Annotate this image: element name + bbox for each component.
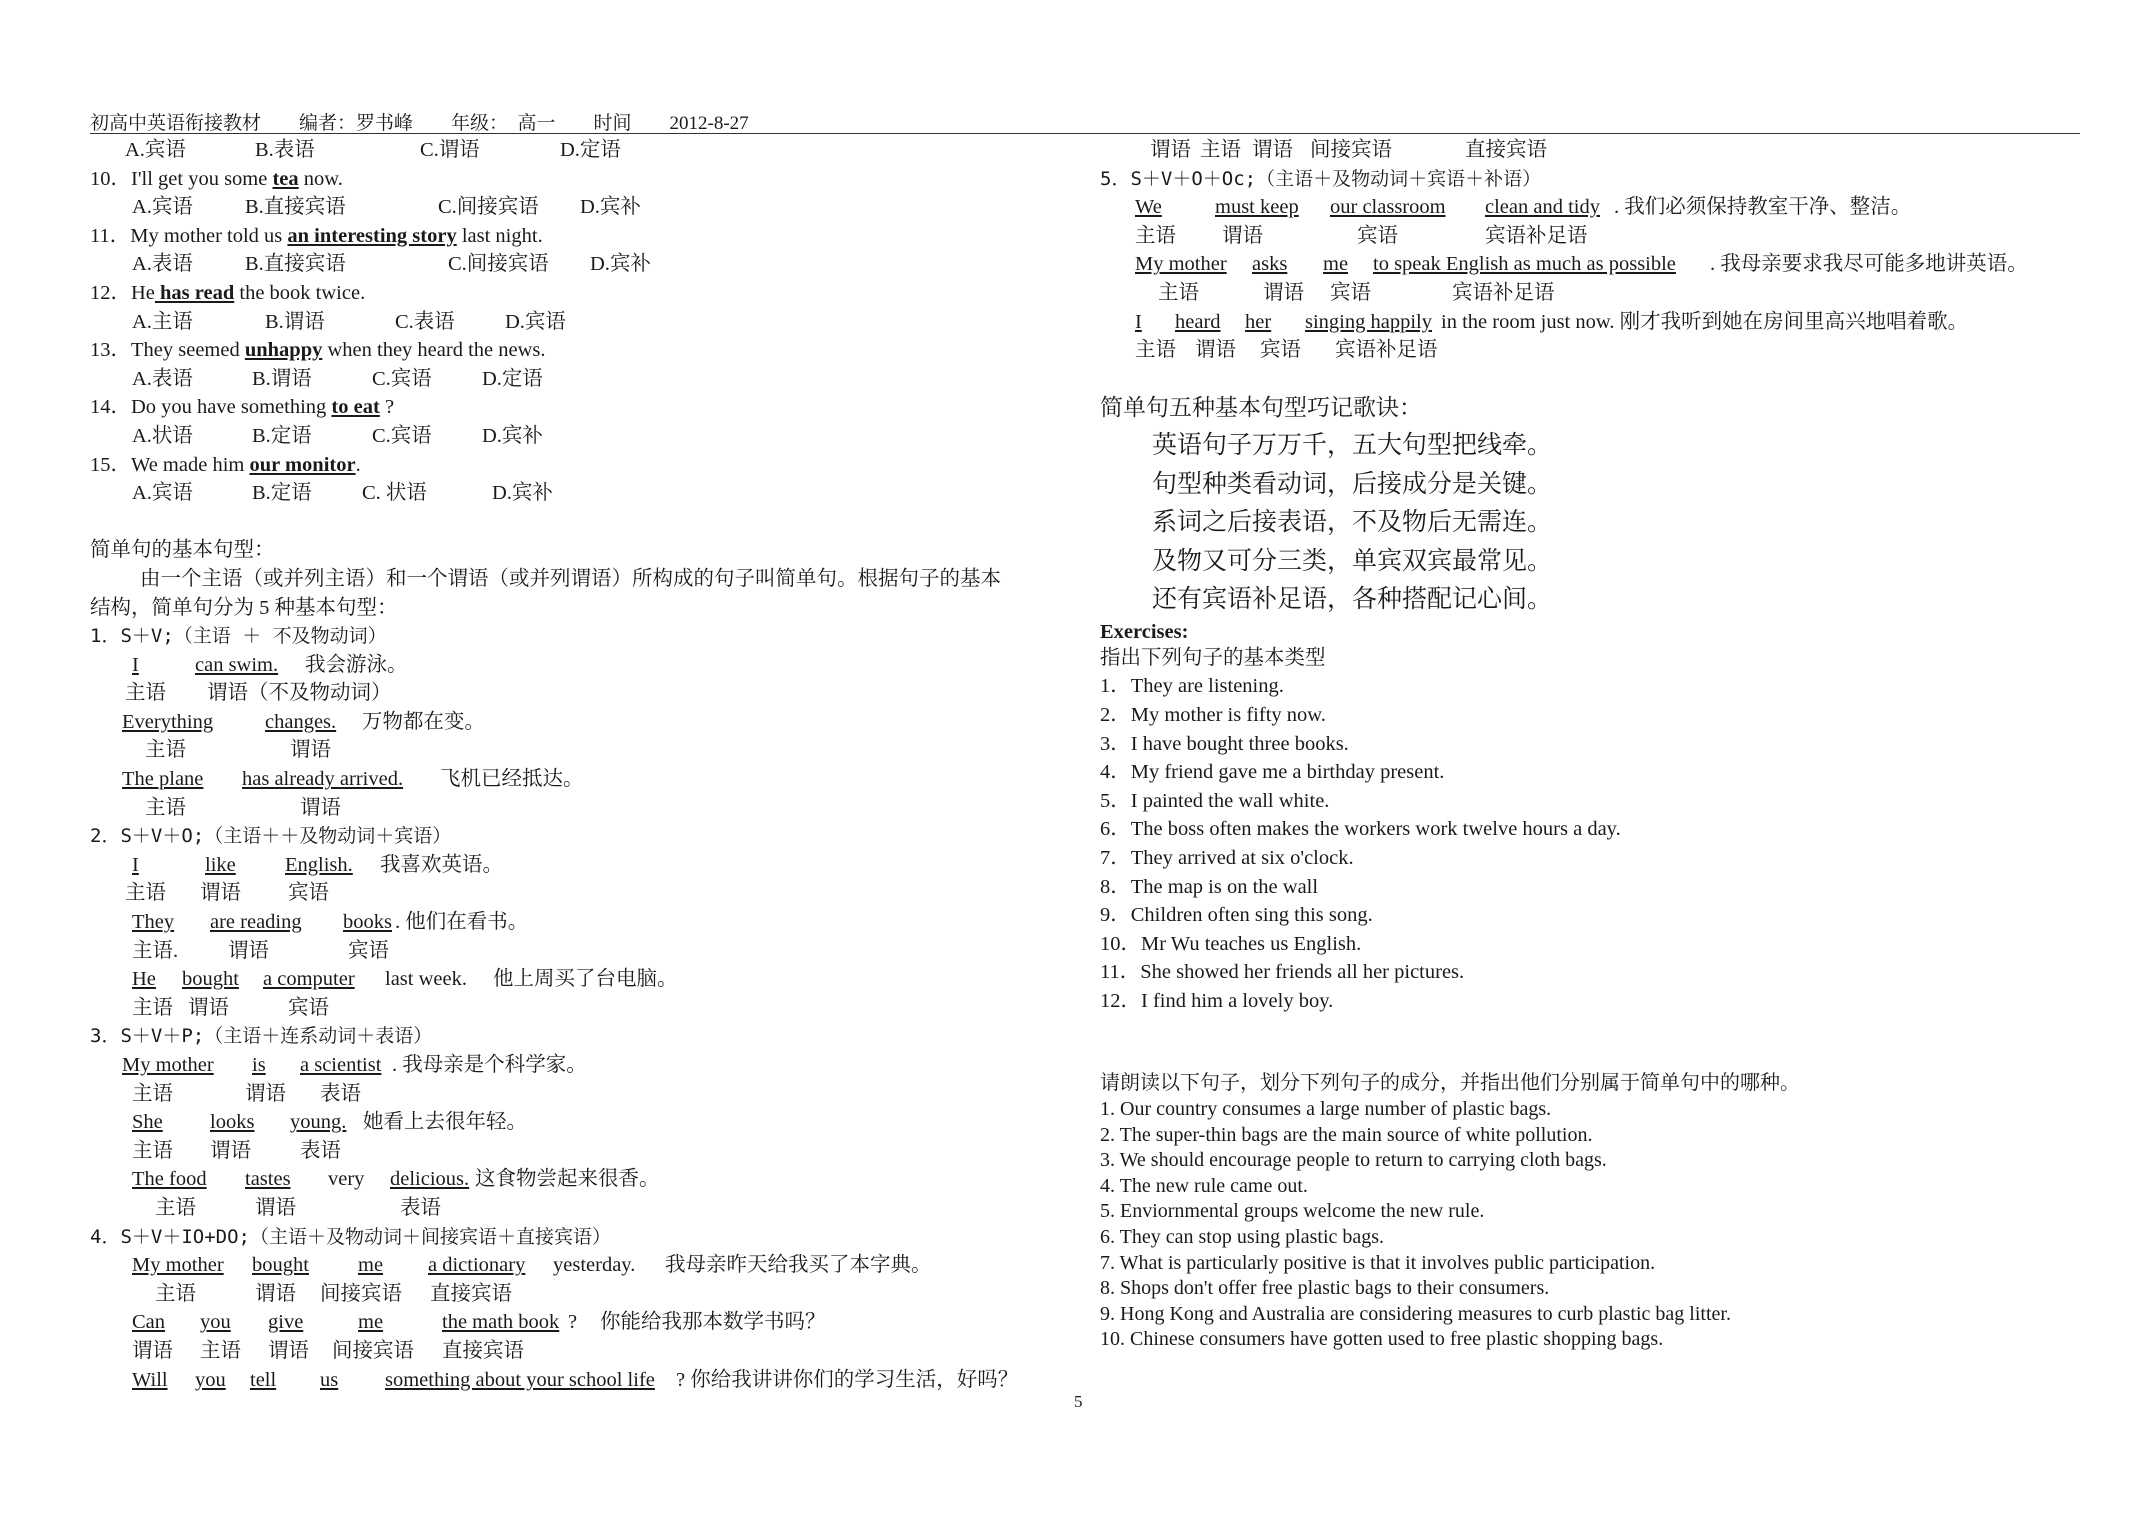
role-label: 宾语 bbox=[288, 882, 329, 905]
role-label: 主语 bbox=[145, 796, 186, 819]
reading-item: 6. They can stop using plastic bags. bbox=[1100, 1226, 1385, 1249]
example-part: asks bbox=[1252, 253, 1288, 276]
example-part: a dictionary bbox=[428, 1254, 526, 1277]
example-part: me bbox=[1323, 253, 1349, 276]
pattern-4-labels-3 bbox=[1100, 136, 2100, 165]
pattern-3-labels-1 bbox=[90, 1080, 1080, 1109]
question-key: to eat bbox=[331, 396, 380, 419]
option: B.定语 bbox=[252, 424, 312, 447]
exercise-item: 5．I painted the wall white. bbox=[1100, 789, 1330, 812]
role-label: 谓语 bbox=[132, 1339, 173, 1362]
exercise-item: 1．They are listening. bbox=[1100, 675, 1284, 698]
left-column bbox=[90, 136, 1080, 1394]
example-translation: 飞机已经抵达。 bbox=[440, 768, 584, 791]
example-part: me bbox=[358, 1311, 384, 1334]
example-part: last week. bbox=[385, 968, 467, 991]
question-text: 11．My mother told us bbox=[90, 224, 288, 247]
question-text: 15．We made him bbox=[90, 453, 250, 476]
pattern-2-example-3 bbox=[90, 965, 1080, 994]
reading-item: 10. Chinese consumers have gotten used to free plastic shopping bags. bbox=[1100, 1328, 1664, 1351]
example-part: a computer bbox=[263, 968, 355, 991]
reading-item: 2. The super-thin bags are the main source of white pollution. bbox=[1100, 1123, 1593, 1146]
option: A.宾语 bbox=[132, 196, 193, 219]
question-text: 10．I'll get you some bbox=[90, 167, 273, 190]
pattern-4-labels-1 bbox=[90, 1280, 1080, 1309]
example-part: the math book bbox=[442, 1311, 560, 1334]
option: B.谓语 bbox=[265, 310, 325, 333]
reading-item: 5. Enviornmental groups welcome the new rule. bbox=[1100, 1200, 1485, 1223]
role-label: 表语 bbox=[300, 1139, 341, 1162]
question-15 bbox=[90, 451, 1080, 480]
role-label: 谓语 bbox=[1195, 339, 1236, 362]
option: A.表语 bbox=[132, 253, 193, 276]
question-12 bbox=[90, 279, 1080, 308]
rhyme-text: 还有宾语补足语，各种搭配记心间。 bbox=[1152, 586, 1553, 614]
role-label: 谓语 bbox=[1263, 281, 1304, 304]
reading-item: 4. The new rule came out. bbox=[1100, 1174, 1308, 1197]
example-translation: 她看上去很年轻。 bbox=[363, 1111, 527, 1134]
role-label: 主语 bbox=[1135, 339, 1176, 362]
pattern-5-labels-2 bbox=[1100, 279, 2100, 308]
option: B.直接宾语 bbox=[245, 196, 346, 219]
example-part: must keep bbox=[1215, 196, 1299, 219]
option: C.宾语 bbox=[372, 424, 432, 447]
example-part: They bbox=[132, 911, 175, 934]
spacer bbox=[1100, 1015, 2100, 1071]
pattern-1-labels-1 bbox=[90, 679, 1080, 708]
example-part: singing happily bbox=[1305, 310, 1432, 333]
example-part: ? bbox=[568, 1311, 578, 1334]
example-part: I bbox=[1135, 310, 1142, 333]
role-label: 谓语 bbox=[255, 1196, 296, 1219]
right-column bbox=[1100, 136, 2100, 1353]
example-part: tastes bbox=[245, 1168, 291, 1191]
option: C.间接宾语 bbox=[448, 253, 549, 276]
option: D.宾补 bbox=[492, 482, 553, 505]
rhyme-line bbox=[1100, 581, 2100, 620]
example-part: is bbox=[252, 1054, 266, 1076]
pattern-4-labels-2 bbox=[90, 1337, 1080, 1366]
example-part: We bbox=[1135, 196, 1162, 219]
role-label: 宾语 bbox=[288, 996, 329, 1019]
pattern-5-labels-1 bbox=[1100, 222, 2100, 251]
exercise-item: 11．She showed her friends all her pictures. bbox=[1100, 961, 1465, 984]
example-translation: . 我母亲是个科学家。 bbox=[392, 1054, 587, 1076]
pattern-2-example-2 bbox=[90, 908, 1080, 937]
question-text: when they heard the news. bbox=[322, 339, 546, 362]
q9-options bbox=[90, 136, 1080, 165]
pattern-4-example-1 bbox=[90, 1251, 1080, 1280]
example-part: can swim. bbox=[195, 653, 279, 676]
q13-options bbox=[90, 365, 1080, 394]
page-header: 初高中英语衔接教材 编者：罗书峰 年级： 高一 时间 2012-8-27 bbox=[90, 113, 749, 134]
example-part: English. bbox=[285, 853, 353, 876]
example-part: tell bbox=[250, 1368, 277, 1391]
example-part: The plane bbox=[122, 768, 204, 791]
example-translation: 你能给我那本数学书吗？ bbox=[600, 1311, 826, 1334]
exercise-item: 10．Mr Wu teaches us English. bbox=[1100, 932, 1362, 955]
heading-text: 5．S＋V＋O＋Oc;（主语＋及物动词＋宾语＋补语） bbox=[1100, 167, 1542, 190]
pattern-1-labels-3 bbox=[90, 794, 1080, 823]
role-label: 直接宾语 bbox=[442, 1339, 524, 1362]
role-label: 宾语 bbox=[348, 939, 389, 962]
example-translation: 他上周买了台电脑。 bbox=[493, 968, 678, 991]
rhyme-text: 系词之后接表语，不及物后无需连。 bbox=[1152, 509, 1553, 537]
role-label: 间接宾语 bbox=[332, 1339, 414, 1362]
exercises-title: Exercises: bbox=[1100, 620, 1189, 643]
role-label: 主语 bbox=[132, 1082, 173, 1105]
example-translation: in the room just now. 刚才我听到她在房间里高兴地唱着歌。 bbox=[1441, 310, 1969, 333]
rhyme-text: 英语句子万万千，五大句型把线牵。 bbox=[1152, 432, 1553, 460]
pattern-4-example-3 bbox=[90, 1366, 1080, 1395]
role-label: 主语 bbox=[155, 1282, 196, 1305]
example-part: are reading bbox=[210, 911, 302, 934]
role-label: 谓语 bbox=[1150, 139, 1191, 161]
exercise-item: 12．I find him a lovely boy. bbox=[1100, 989, 1334, 1012]
exercise-item: 4．My friend gave me a birthday present. bbox=[1100, 761, 1445, 784]
rhyme-text: 及物又可分三类，单宾双宾最常见。 bbox=[1152, 547, 1553, 575]
reading-item: 3. We should encourage people to return to carrying cloth bags. bbox=[1100, 1149, 1607, 1172]
question-key: unhappy bbox=[244, 339, 323, 362]
example-translation: 我喜欢英语。 bbox=[380, 853, 503, 876]
role-label: 间接宾语 bbox=[320, 1282, 402, 1305]
role-label: 主语 bbox=[132, 996, 173, 1019]
role-label: 主语 bbox=[1135, 224, 1176, 247]
option: D.定语 bbox=[482, 367, 543, 390]
exercise-item: 6．The boss often makes the workers work twelve hours a day. bbox=[1100, 818, 1621, 841]
reading-item: 7. What is particularly positive is that it involves public participation. bbox=[1100, 1251, 1656, 1274]
example-part: yesterday. bbox=[553, 1254, 636, 1277]
q15-options bbox=[90, 479, 1080, 508]
pattern-1-heading: 1．S＋V;（主语 ＋ 不及物动词） bbox=[90, 625, 387, 648]
role-label: 宾语补足语 bbox=[1452, 281, 1555, 304]
role-label: 谓语 bbox=[1252, 139, 1293, 161]
exercise-item: 2．My mother is fifty now. bbox=[1100, 703, 1326, 726]
example-translation: 我母亲昨天给我买了本字典。 bbox=[665, 1254, 932, 1277]
intro-line-1 bbox=[90, 565, 1080, 594]
rhyme-line bbox=[1100, 504, 2100, 543]
example-part: like bbox=[205, 853, 236, 876]
option: C.谓语 bbox=[420, 139, 480, 161]
option: D.宾语 bbox=[505, 310, 566, 333]
exercises-subtitle: 指出下列句子的基本类型 bbox=[1100, 646, 1326, 669]
example-part: a scientist bbox=[300, 1054, 382, 1076]
example-part: changes. bbox=[265, 710, 337, 733]
example-part: Everything bbox=[122, 710, 214, 733]
reading-title: 请朗读以下句子，划分下列句子的成分，并指出他们分别属于简单句中的哪种。 bbox=[1100, 1072, 1800, 1095]
role-label: 间接宾语 bbox=[1310, 139, 1392, 161]
role-label: 直接宾语 bbox=[1465, 139, 1547, 161]
pattern-5-heading bbox=[1100, 165, 2100, 194]
example-translation: . 我们必须保持教室干净、整洁。 bbox=[1614, 196, 1912, 219]
role-label: 谓语 bbox=[300, 796, 341, 819]
pattern-3-heading: 3．S＋V＋P;（主语＋连系动词＋表语） bbox=[90, 1025, 433, 1048]
example-part: My mother bbox=[132, 1254, 224, 1277]
option: B.定语 bbox=[252, 482, 312, 505]
option: A.宾语 bbox=[125, 139, 186, 161]
header-rule bbox=[90, 133, 2080, 134]
exercise-item: 3．I have bought three books. bbox=[1100, 732, 1349, 755]
spacer bbox=[1100, 365, 2100, 389]
role-label: 表语 bbox=[400, 1196, 441, 1219]
example-part: Can bbox=[132, 1311, 166, 1334]
example-part: has already arrived. bbox=[242, 768, 404, 791]
question-key: an interesting story bbox=[287, 224, 457, 247]
example-translation: ? 你给我讲讲你们的学习生活，好吗？ bbox=[676, 1368, 1019, 1391]
example-part: clean and tidy bbox=[1485, 196, 1600, 219]
example-part: books bbox=[343, 911, 392, 934]
example-part: to speak English as much as possible bbox=[1373, 253, 1676, 276]
example-translation: 这食物尝起来很香。 bbox=[475, 1168, 660, 1191]
option: A.状语 bbox=[132, 424, 193, 447]
option: D.定语 bbox=[560, 139, 621, 161]
section-title: 简单句的基本句型： bbox=[90, 539, 275, 562]
pattern-3-labels-3 bbox=[90, 1194, 1080, 1223]
option: C.表语 bbox=[395, 310, 455, 333]
example-part: I bbox=[132, 653, 139, 676]
reading-item: 1. Our country consumes a large number of plastic bags. bbox=[1100, 1098, 1552, 1121]
example-part: heard bbox=[1175, 310, 1221, 333]
role-label: 主语 bbox=[1200, 139, 1241, 161]
reading-item: 9. Hong Kong and Australia are considering measures to curb plastic bag litter. bbox=[1100, 1302, 1731, 1325]
pattern-4-heading: 4．S＋V＋IO+DO;（主语＋及物动词＋间接宾语＋直接宾语） bbox=[90, 1225, 611, 1248]
example-translation: . 我母亲要求我尽可能多地讲英语。 bbox=[1710, 253, 2028, 276]
pattern-5-example-3 bbox=[1100, 308, 2100, 337]
example-part: The food bbox=[132, 1168, 207, 1191]
exercise-item: 9．Children often sing this song. bbox=[1100, 904, 1373, 927]
question-text: 12．He bbox=[90, 281, 155, 304]
question-key: tea bbox=[272, 167, 299, 190]
question-text: last night. bbox=[456, 224, 543, 247]
role-label: 主语 谓语（不及物动词） bbox=[125, 682, 392, 705]
example-part: I bbox=[132, 853, 139, 876]
role-label: 表语 bbox=[320, 1082, 361, 1105]
role-label: 谓语 bbox=[210, 1139, 251, 1162]
option: C.宾语 bbox=[372, 367, 432, 390]
role-label: 谓语 bbox=[200, 882, 241, 905]
rhyme-line bbox=[1100, 466, 2100, 505]
role-label: 主语 bbox=[200, 1339, 241, 1362]
option: D.宾补 bbox=[482, 424, 543, 447]
role-label: 主语 bbox=[132, 1139, 173, 1162]
role-label: 谓语 bbox=[1222, 224, 1263, 247]
question-text: ? bbox=[379, 396, 395, 419]
role-label: 主语 bbox=[1158, 281, 1199, 304]
pattern-1-labels-2 bbox=[90, 736, 1080, 765]
example-translation: 万物都在变。 bbox=[362, 710, 485, 733]
role-label: 主语 bbox=[155, 1196, 196, 1219]
spacer bbox=[90, 508, 1080, 537]
option: A.主语 bbox=[132, 310, 193, 333]
role-label: 谓语 bbox=[255, 1282, 296, 1305]
option: B.谓语 bbox=[252, 367, 312, 390]
pattern-2-labels-1 bbox=[90, 879, 1080, 908]
role-label: 宾语 bbox=[1330, 281, 1371, 304]
pattern-2-labels-2 bbox=[90, 937, 1080, 966]
example-part: He bbox=[132, 968, 156, 991]
example-part: us bbox=[320, 1368, 339, 1391]
example-part: My mother bbox=[122, 1054, 214, 1076]
question-key: our monitor bbox=[249, 453, 356, 476]
option: B.直接宾语 bbox=[245, 253, 346, 276]
option: D.宾补 bbox=[590, 253, 651, 276]
example-part: our classroom bbox=[1330, 196, 1446, 219]
example-part: young. bbox=[290, 1111, 347, 1134]
pattern-3-labels-2 bbox=[90, 1137, 1080, 1166]
rhyme-line bbox=[1100, 427, 2100, 466]
option: C. 状语 bbox=[362, 482, 427, 505]
role-label: 谓语 bbox=[290, 739, 331, 762]
exercise-item: 7．They arrived at six o'clock. bbox=[1100, 846, 1354, 869]
example-part: very bbox=[328, 1168, 365, 1191]
role-label: 主语 bbox=[145, 739, 186, 762]
example-part: delicious. bbox=[390, 1168, 470, 1191]
question-text: 13．They seemed bbox=[90, 339, 245, 362]
example-translation: . 他们在看书。 bbox=[395, 911, 529, 934]
role-label: 宾语补足语 bbox=[1335, 339, 1438, 362]
question-13 bbox=[90, 336, 1080, 365]
example-translation: 我会游泳。 bbox=[305, 653, 408, 676]
reading-item: 8. Shops don't offer free plastic bags to their consumers. bbox=[1100, 1277, 1550, 1300]
example-part: you bbox=[200, 1311, 231, 1334]
pattern-4-example-2 bbox=[90, 1308, 1080, 1337]
question-text: 14．Do you have something bbox=[90, 396, 332, 419]
option: C.间接宾语 bbox=[438, 196, 539, 219]
pattern-1-example-3 bbox=[90, 765, 1080, 794]
role-label: 主语 bbox=[125, 882, 166, 905]
rhyme-title: 简单句五种基本句型巧记歌诀： bbox=[1100, 394, 1422, 420]
q14-options bbox=[90, 422, 1080, 451]
pattern-2-labels-3 bbox=[90, 994, 1080, 1023]
q10-options bbox=[90, 193, 1080, 222]
pattern-3-example-2 bbox=[90, 1108, 1080, 1137]
question-11 bbox=[90, 222, 1080, 251]
example-part: My mother bbox=[1135, 253, 1227, 276]
pattern-5-example-1 bbox=[1100, 193, 2100, 222]
question-14 bbox=[90, 393, 1080, 422]
pattern-3-example-3 bbox=[90, 1165, 1080, 1194]
pattern-1-example-1 bbox=[90, 651, 1080, 680]
example-part: give bbox=[268, 1311, 304, 1334]
example-part: her bbox=[1245, 310, 1272, 333]
role-label: 主语. bbox=[132, 939, 179, 962]
example-part: bought bbox=[182, 968, 239, 991]
question-text: now. bbox=[298, 167, 343, 190]
example-part: you bbox=[195, 1368, 226, 1391]
role-label: 宾语 bbox=[1260, 339, 1301, 362]
question-text: . bbox=[355, 453, 361, 476]
option: D.宾补 bbox=[580, 196, 641, 219]
intro-line-2: 结构，简单句分为 5 种基本句型： bbox=[90, 596, 398, 619]
page-number: 5 bbox=[1074, 1392, 1083, 1411]
question-10 bbox=[90, 165, 1080, 194]
question-text: the book twice. bbox=[234, 281, 366, 304]
question-key: has read bbox=[154, 281, 235, 304]
pattern-5-example-2 bbox=[1100, 250, 2100, 279]
role-label: 谓语 bbox=[228, 939, 269, 962]
role-label: 谓语 bbox=[268, 1339, 309, 1362]
role-label: 直接宾语 bbox=[430, 1282, 512, 1305]
role-label: 宾语 bbox=[1357, 224, 1398, 247]
exercise-item: 8．The map is on the wall bbox=[1100, 875, 1319, 898]
example-part: Will bbox=[132, 1368, 168, 1391]
pattern-2-heading: 2．S＋V＋O;（主语＋＋及物动词＋宾语） bbox=[90, 825, 452, 848]
example-part: bought bbox=[252, 1254, 309, 1277]
option: A.宾语 bbox=[132, 482, 193, 505]
q12-options bbox=[90, 308, 1080, 337]
pattern-5-labels-3 bbox=[1100, 336, 2100, 365]
option: A.表语 bbox=[132, 367, 193, 390]
role-label: 谓语 bbox=[188, 996, 229, 1019]
pattern-1-example-2 bbox=[90, 708, 1080, 737]
pattern-2-example-1 bbox=[90, 851, 1080, 880]
example-part: me bbox=[358, 1254, 384, 1277]
intro-text: 由一个主语（或并列主语）和一个谓语（或并列谓语）所构成的句子叫简单句。根据句子的基本 bbox=[140, 567, 1001, 590]
pattern-3-example-1 bbox=[90, 1051, 1080, 1080]
example-part: looks bbox=[210, 1111, 255, 1134]
example-part: something about your school life bbox=[385, 1368, 655, 1391]
role-label: 宾语补足语 bbox=[1485, 224, 1588, 247]
role-label: 谓语 bbox=[245, 1082, 286, 1105]
q11-options bbox=[90, 250, 1080, 279]
rhyme-text: 句型种类看动词，后接成分是关键。 bbox=[1152, 470, 1553, 498]
example-part: She bbox=[132, 1111, 163, 1134]
rhyme-line bbox=[1100, 543, 2100, 582]
option: B.表语 bbox=[255, 139, 315, 161]
